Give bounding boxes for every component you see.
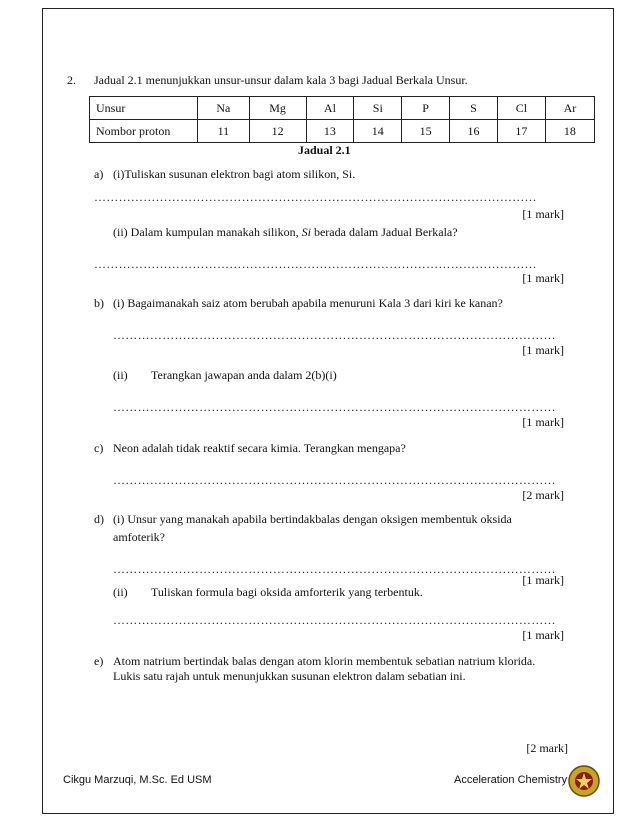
mark: [1 mark] <box>522 415 564 429</box>
mark: [1 mark] <box>522 573 564 587</box>
answer-line[interactable]: ……………………………………………………………………………………………… <box>113 473 556 487</box>
table-cell: Nombor proton <box>90 120 198 143</box>
answer-line[interactable]: ……………………………………………………………………………………………… <box>113 328 556 342</box>
table-cell: 18 <box>545 120 594 143</box>
table-cell: 14 <box>354 120 402 143</box>
footer-title: Acceleration Chemistry <box>454 774 568 786</box>
school-crest-icon <box>567 764 601 798</box>
table-cell: 13 <box>306 120 354 143</box>
answer-line[interactable]: ……………………………………………………………………………………………… <box>113 400 556 414</box>
table-cell: Cl <box>497 97 545 120</box>
question-b-i: (i) Bagaimanakah saiz atom berubah apabila menuruni Kala 3 dari kiri ke kanan? <box>113 296 503 310</box>
answer-line[interactable]: ……………………………………………………………………………………………… <box>94 257 537 271</box>
question-e-line1: Atom natrium bertindak balas dengan atom klorin membentuk sebatian natrium klorida. <box>113 654 536 668</box>
question-intro: Jadual 2.1 menunjukkan unsur-unsur dalam kala 3 bagi Jadual Berkala Unsur. <box>94 73 468 87</box>
table-cell: 12 <box>249 120 306 143</box>
mark: [2 mark] <box>526 741 568 755</box>
table-cell: Unsur <box>90 97 198 120</box>
mark: [1 mark] <box>522 271 564 285</box>
table-row <box>90 97 595 120</box>
element-table <box>89 96 595 143</box>
table-cell: 15 <box>402 120 450 143</box>
question-d-ii: Tuliskan formula bagi oksida amforterik yang terbentuk. <box>151 585 423 599</box>
mark: [2 mark] <box>522 488 564 502</box>
mark: [1 mark] <box>522 207 564 221</box>
question-d-i-line1: (i) Unsur yang manakah apabila bertindakbalas dengan oksigen membentuk oksida <box>113 512 512 526</box>
answer-line[interactable]: ……………………………………………………………………………………………… <box>94 190 537 204</box>
table-cell: P <box>402 97 450 120</box>
question-b-ii: Terangkan jawapan anda dalam 2(b)(i) <box>151 368 337 382</box>
table-cell: Al <box>306 97 354 120</box>
question-e-line2: Lukis satu rajah untuk menunjukkan susunan elektron dalam sebatian ini. <box>113 669 466 683</box>
question-c: Neon adalah tidak reaktif secara kimia. Terangkan mengapa? <box>113 441 406 455</box>
answer-line[interactable]: ……………………………………………………………………………………………… <box>113 613 556 627</box>
label-d: d) <box>94 512 104 526</box>
answer-line[interactable]: ……………………………………………………………………………………………… <box>113 562 556 576</box>
question-b-ii-number: (ii) <box>113 368 128 382</box>
table-cell: 16 <box>450 120 498 143</box>
table-cell: Si <box>354 97 402 120</box>
question-a-i: (i)Tuliskan susunan elektron bagi atom silikon, Si. <box>113 167 356 181</box>
table-cell: Ar <box>545 97 594 120</box>
footer-author: Cikgu Marzuqi, M.Sc. Ed USM <box>63 774 212 786</box>
mark: [1 mark] <box>522 343 564 357</box>
question-number: 2. <box>67 73 76 87</box>
table-cell: Na <box>198 97 250 120</box>
label-b: b) <box>94 296 104 310</box>
table-cell: 17 <box>497 120 545 143</box>
table-cell: S <box>450 97 498 120</box>
table-caption: Jadual 2.1 <box>298 143 351 157</box>
table-row <box>90 120 595 143</box>
table-cell: Mg <box>249 97 306 120</box>
question-d-ii-number: (ii) <box>113 585 128 599</box>
label-e: e) <box>94 654 104 668</box>
mark: [1 mark] <box>522 628 564 642</box>
label-a: a) <box>94 167 104 181</box>
question-a-ii: (ii) Dalam kumpulan manakah silikon, Si berada dalam Jadual Berkala? <box>113 225 458 239</box>
question-d-i-line2: amfoterik? <box>113 530 165 544</box>
table-cell: 11 <box>198 120 250 143</box>
label-c: c) <box>94 441 104 455</box>
